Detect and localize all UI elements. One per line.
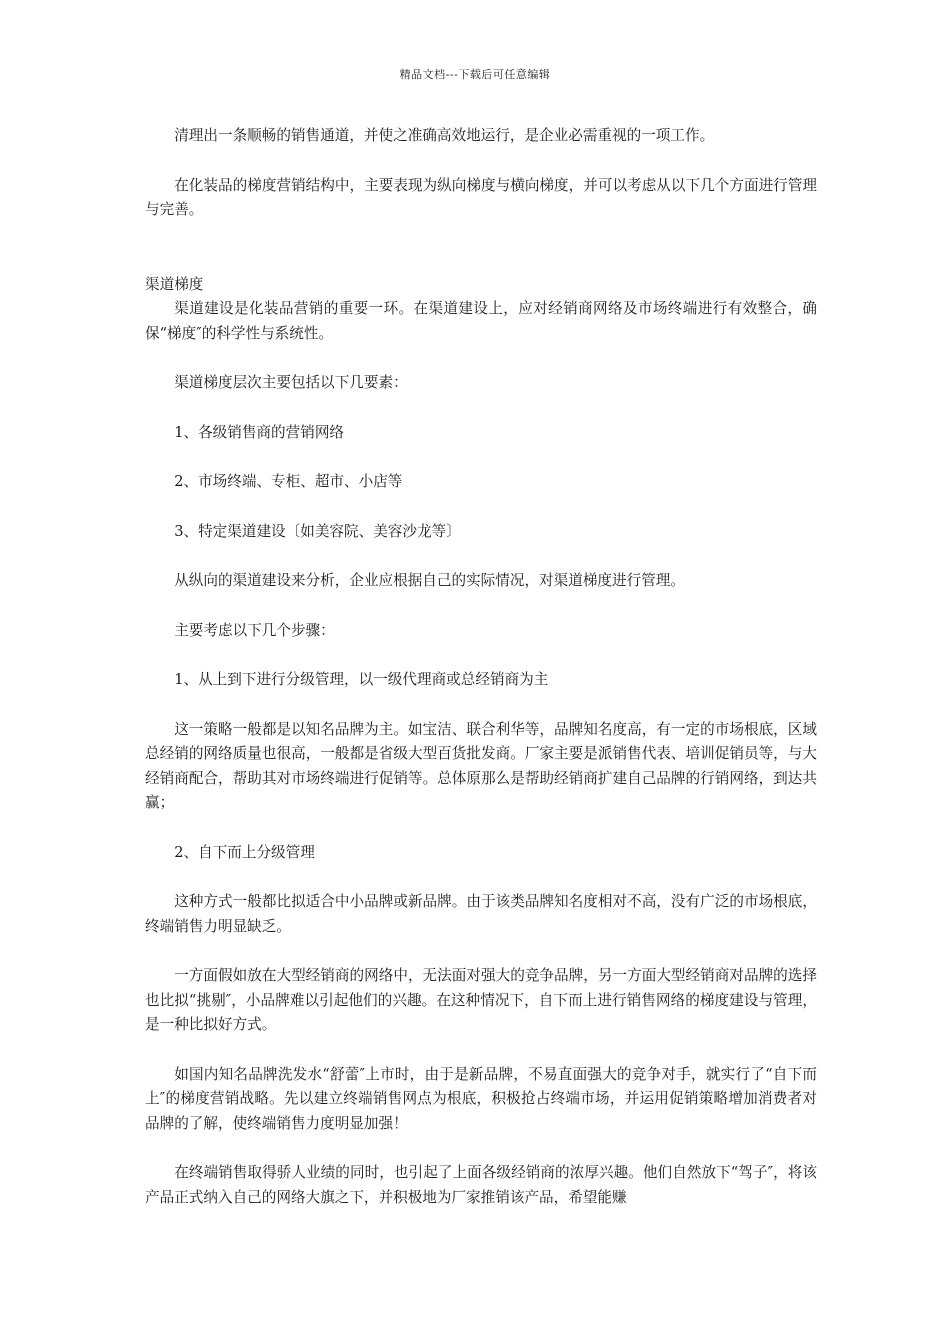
paragraph: 一方面假如放在大型经销商的网络中，无法面对强大的竞争品牌，另一方面大型经销商对品牌的选择也比拟“挑剔″，小品牌难以引起他们的兴趣。在这种情况下，自下而上进行销售网络的梯度建设与管理，是一种比拟好方式。	[145, 967, 817, 1033]
list-item: 1、从上到下进行分级管理，以一级代理商或总经销商为主	[174, 671, 549, 688]
list-item: 2、自下而上分级管理	[174, 843, 315, 861]
paragraph: 清理出一条顺畅的销售通道，并使之准确高效地运行，是企业必需重视的一项工作。	[174, 127, 715, 144]
paragraph: 在终端销售取得骄人业绩的同时，也引起了上面各级经销商的浓厚兴趣。他们自然放下“驾子″，将该产品正式纳入自己的网络大旗之下，并积极地为厂家推销该产品，希望能赚	[145, 1164, 817, 1206]
list-item: 2、市场终端、专柜、超市、小店等	[174, 473, 403, 490]
paragraph: 主要考虑以下几个步骤：	[174, 621, 335, 639]
document-body	[145, 124, 817, 1235]
paragraph: 渠道建设是化装品营销的重要一环。在渠道建设上，应对经销商网络及市场终端进行有效整合，确保“梯度″的科学性与系统性。	[145, 300, 817, 342]
paragraph: 渠道梯度层次主要包括以下几要素：	[174, 374, 408, 391]
paragraph: 在化装品的梯度营销结构中，主要表现为纵向梯度与横向梯度，并可以考虑从以下几个方面进行管理与完善。	[145, 176, 817, 218]
section-heading: 渠道梯度	[145, 275, 204, 293]
section-spacer	[145, 248, 817, 273]
paragraph: 这一策略一般都是以知名品牌为主。如宝洁、联合利华等，品牌知名度高，有一定的市场根底，区域总经销的网络质量也很高，一般都是省级大型百货批发商。厂家主要是派销售代表、培训促销员等，与大经销商配合，帮助其对市场终端进行促销等。总体原那么是帮助经销商扩建自己品牌的行销网络，到达共赢；	[145, 720, 817, 811]
list-item: 1、各级销售商的营销网络	[174, 423, 345, 441]
page-header: 精品文档---下载后可任意编辑	[399, 68, 551, 81]
paragraph: 如国内知名品牌洗发水“舒蕾″上市时，由于是新品牌，不易直面强大的竞争对手，就实行了“自下而上″的梯度营销战略。先以建立终端销售网点为根底，积极抢占终端市场，并运用促销策略增加消费者对品牌的了解，使终端销售力度明显加强！	[145, 1065, 817, 1132]
list-item: 3、特定渠道建设〔如美容院、美容沙龙等〕	[174, 522, 461, 540]
paragraph: 从纵向的渠道建设来分析，企业应根据自己的实际情况，对渠道梯度进行管理。	[174, 572, 685, 589]
paragraph: 这种方式一般都比拟适合中小品牌或新品牌。由于该类品牌知名度相对不高，没有广泛的市场根底，终端销售力明显缺乏。	[145, 893, 817, 935]
